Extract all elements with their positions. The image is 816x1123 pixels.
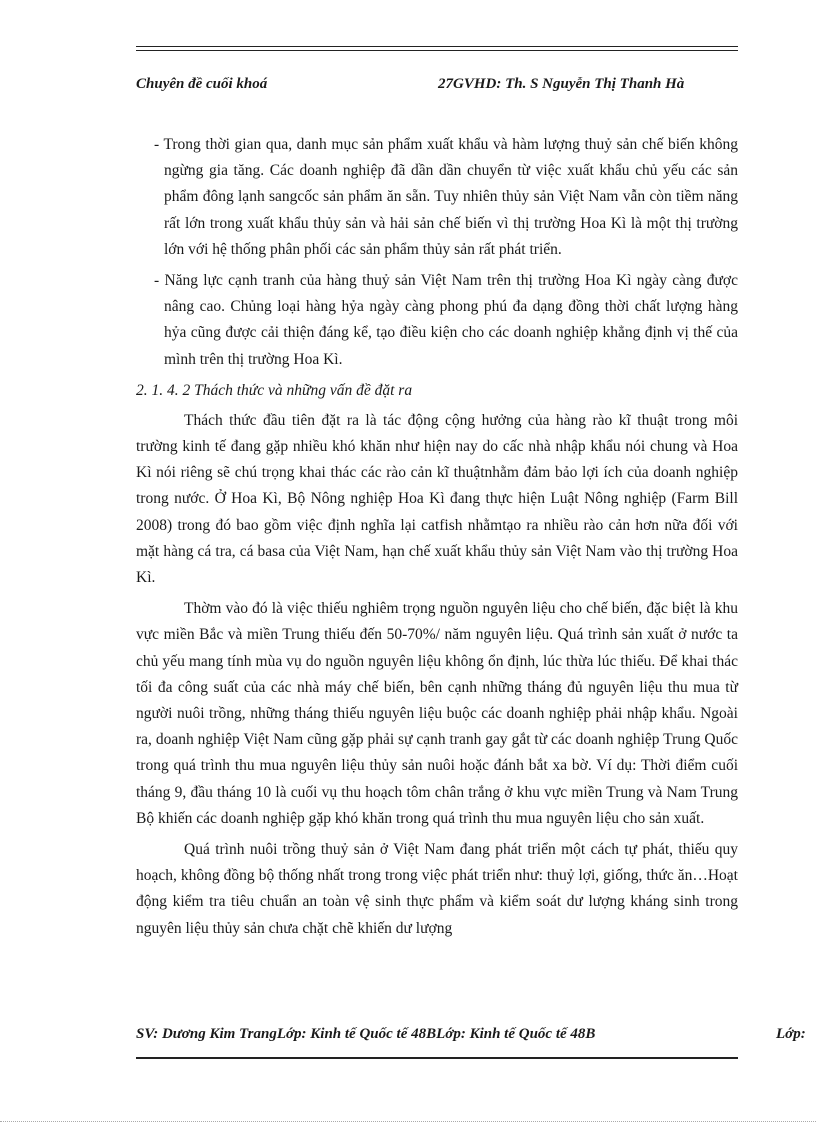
header-rule	[136, 46, 738, 51]
page-edge	[0, 1121, 816, 1122]
footer-rule	[136, 1057, 738, 1059]
paragraph: Thờm vào đó là việc thiếu nghiêm trọng nguồn nguyên liệu cho chế biến, đặc biệt là khu vực miền Bắc và miền Trung thiếu đến 50-70%/ năm nguyên liệu. Quá trình sản xuất ở nước ta chủ yếu mang tính mùa vụ do nguồn nguyên liệu không ổn định, lúc thừa lúc thiếu. Để khai thác tối đa công suất của các nhà máy chế biến, bên cạnh những tháng đủ nguyên liệu thu mua từ người nuôi trồng, những tháng thiếu nguyên liệu buộc các doanh nghiệp phải nhập khẩu. Ngoài ra, doanh nghiệp Việt Nam cũng gặp phải sự cạnh tranh gay gắt từ các doanh nghiệp Trung Quốc trong quá trình thu mua nguyên liệu thủy sản nuôi hoặc đánh bắt xa bờ. Ví dụ: Thời điểm cuối tháng 9, đầu tháng 10 là cuối vụ thu hoạch tôm chân trắng ở khu vực miền Trung và Nam Trung Bộ khiến các doanh nghiệp gặp khó khăn trong quá trình thu mua nguyên liệu cho sản xuất.	[136, 600, 738, 827]
footer-student: SV: Dương Kim TrangLớp: Kinh tế Quốc tế 48BLớp: Kinh tế Quốc tế 48B	[136, 1026, 596, 1042]
header-instructor: 27GVHD: Th. S Nguyễn Thị Thanh Hà	[438, 76, 685, 92]
paragraph: - Trong thời gian qua, danh mục sản phẩm xuất khẩu và hàm lượng thuỷ sản chế biến không ngừng gia tăng. Các doanh nghiệp đã dần dần chuyển từ việc xuất khẩu chủ yếu các sản phẩm đông lạnh sangcốc sản phẩm ăn sẵn. Tuy nhiên thủy sản Việt Nam vẫn còn tiềm năng rất lớn trong xuất khẩu thủy sản và hải sản chế biến vì thị trường Hoa Kì là một thị trường lớn với hệ thống phân phối các sản phẩm thủy sản rất phát triển.	[154, 136, 738, 258]
page-header	[136, 76, 736, 98]
footer-class: Lớp:	[776, 1026, 806, 1042]
header-title: Chuyên đề cuối khoá	[136, 76, 268, 92]
page-footer	[136, 1026, 816, 1048]
paragraph: Thách thức đầu tiên đặt ra là tác động cộng hưởng của hàng rào kĩ thuật trong môi trường kinh tế đang gặp nhiều khó khăn như hiện nay do cấc nhà nhập khẩu nói chung và Hoa Kì nói riêng sẽ chú trọng khai thác các rào cản kĩ thuậtnhằm đảm bảo lợi ích của doanh nghiệp trong nước. Ở Hoa Kì, Bộ Nông nghiệp Hoa Kì đang thực hiện Luật Nông nghiệp (Farm Bill 2008) trong đó bao gồm việc định nghĩa lại catfish nhằmtạo ra nhiều rào cản hơn nữa đối với mặt hàng cá tra, cá basa của Việt Nam, hạn chế xuất khẩu thủy sản Việt Nam vào thị trường Hoa Kì.	[136, 411, 738, 587]
paragraph: Quá trình nuôi trồng thuỷ sản ở Việt Nam đang phát triển một cách tự phát, thiếu quy hoạch, không đồng bộ thống nhất trong trong việc phát triển như: thuỷ lợi, giống, thức ăn…Hoạt động kiểm tra tiêu chuẩn an toàn vệ sinh thực phẩm và kiểm soát dư lượng kháng sinh trong nguyên liệu thủy sản chưa chặt chẽ khiến dư lượng	[136, 841, 738, 937]
document-body	[136, 132, 738, 947]
paragraph: - Năng lực cạnh tranh của hàng thuỷ sản Việt Nam trên thị trường Hoa Kì ngày càng được nâng cao. Chủng loại hàng hỷa ngày càng phong phú đa dạng đồng thời chất lượng hàng hỷa cũng được cải thiện đáng kể, tạo điều kiện cho các doanh nghiệp khẳng định vị thế của mình trên thị trường Hoa Kì.	[154, 272, 738, 368]
section-heading: 2. 1. 4. 2 Thách thức và những vấn đề đặt ra	[136, 381, 413, 399]
